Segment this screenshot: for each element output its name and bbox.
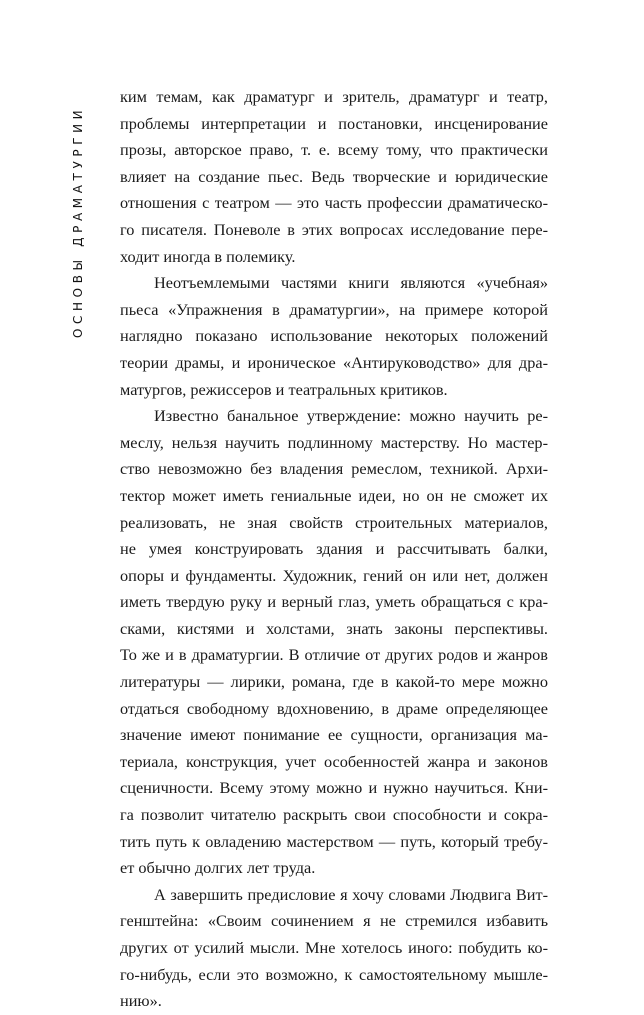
text-line: не умея конструировать здания и рассчитывать балки, — [120, 539, 548, 559]
text-line: влияет на создание пьес. Ведь творческие и юридические — [120, 166, 548, 186]
text-line: сценичности. Всему этому можно и нужно научиться. Кни- — [120, 778, 548, 798]
page-body — [120, 84, 548, 1015]
text-line: теории драмы, и ироническое «Антируководство» для дра- — [120, 352, 548, 372]
text-line: реализовать, не зная свойств строительных материалов, — [120, 512, 548, 532]
text-line: значение имеют понимание ее сущности, организация ма- — [120, 725, 548, 745]
text-line: Известно банальное утверждение: можно научить ре- — [154, 406, 548, 426]
text-line: пьеса «Упражнения в драматургии», на примере которой — [120, 299, 548, 319]
text-line: Неотъемлемыми частями книги являются «учебная» — [154, 273, 548, 293]
text-line: тить путь к овладению мастерством — путь, который требу- — [120, 831, 548, 851]
text-line: тектор может иметь гениальные идеи, но он не сможет их — [120, 485, 548, 505]
text-line: меслу, нельзя научить подлинному мастерству. Но мастер- — [120, 432, 548, 452]
text-line: отдаться свободному вдохновению, в драме определяющее — [120, 698, 548, 718]
text-line: отношения с театром — это часть профессии драматическо- — [120, 193, 548, 213]
text-line: прозы, авторское право, т. е. всему тому, что практически — [120, 140, 548, 160]
text-line: А завершить предисловие я хочу словами Людвига Вит- — [154, 884, 548, 904]
text-line: других от усилий мысли. Мне хотелось иного: побудить ко- — [120, 938, 548, 957]
text-line: литературы — лирики, романа, где в какой-то мере можно — [120, 672, 548, 692]
text-line: го писателя. Поневоле в этих вопросах исследование пере- — [120, 219, 548, 239]
text-line: То же и в драматургии. В отличие от других родов и жанров — [120, 645, 548, 665]
paragraph — [120, 84, 548, 270]
text-line: иметь твердую руку и верный глаз, уметь обращаться с кра- — [120, 592, 548, 612]
text-line: нию». — [120, 991, 162, 1011]
paragraph — [120, 403, 548, 882]
text-line: териала, конструкция, учет особенностей жанра и законов — [120, 751, 548, 771]
paragraph — [120, 270, 548, 403]
text-line: сками, кистями и холстами, знать законы перспективы. — [120, 618, 548, 638]
text-line: ходит иногда в полемику. — [120, 246, 296, 266]
text-line: ство невозможно без владения ремеслом, техникой. Архи- — [120, 459, 548, 479]
text-line: наглядно показано использование некоторых положений — [120, 326, 548, 346]
text-line: го-нибудь, если это возможно, к самостоятельному мышле- — [120, 964, 548, 984]
text-line: ким темам, как драматург и зритель, драматург и театр, — [120, 87, 548, 106]
text-line: проблемы интерпретации и постановки, инсценирование — [120, 113, 548, 133]
text-line: га позволит читателю раскрыть свои способности и сокра- — [120, 805, 548, 825]
running-head: ОСНОВЫ ДРАМАТУРГИИ — [71, 105, 85, 338]
text-line: ет обычно долгих лет труда. — [120, 858, 316, 878]
text-line: генштейна: «Своим сочинением я не стремился избавить — [120, 911, 548, 931]
text-line: матургов, режиссеров и театральных критиков. — [120, 379, 448, 399]
paragraph — [120, 882, 548, 1015]
text-line: опоры и фундаменты. Художник, гений он или нет, должен — [120, 565, 548, 585]
